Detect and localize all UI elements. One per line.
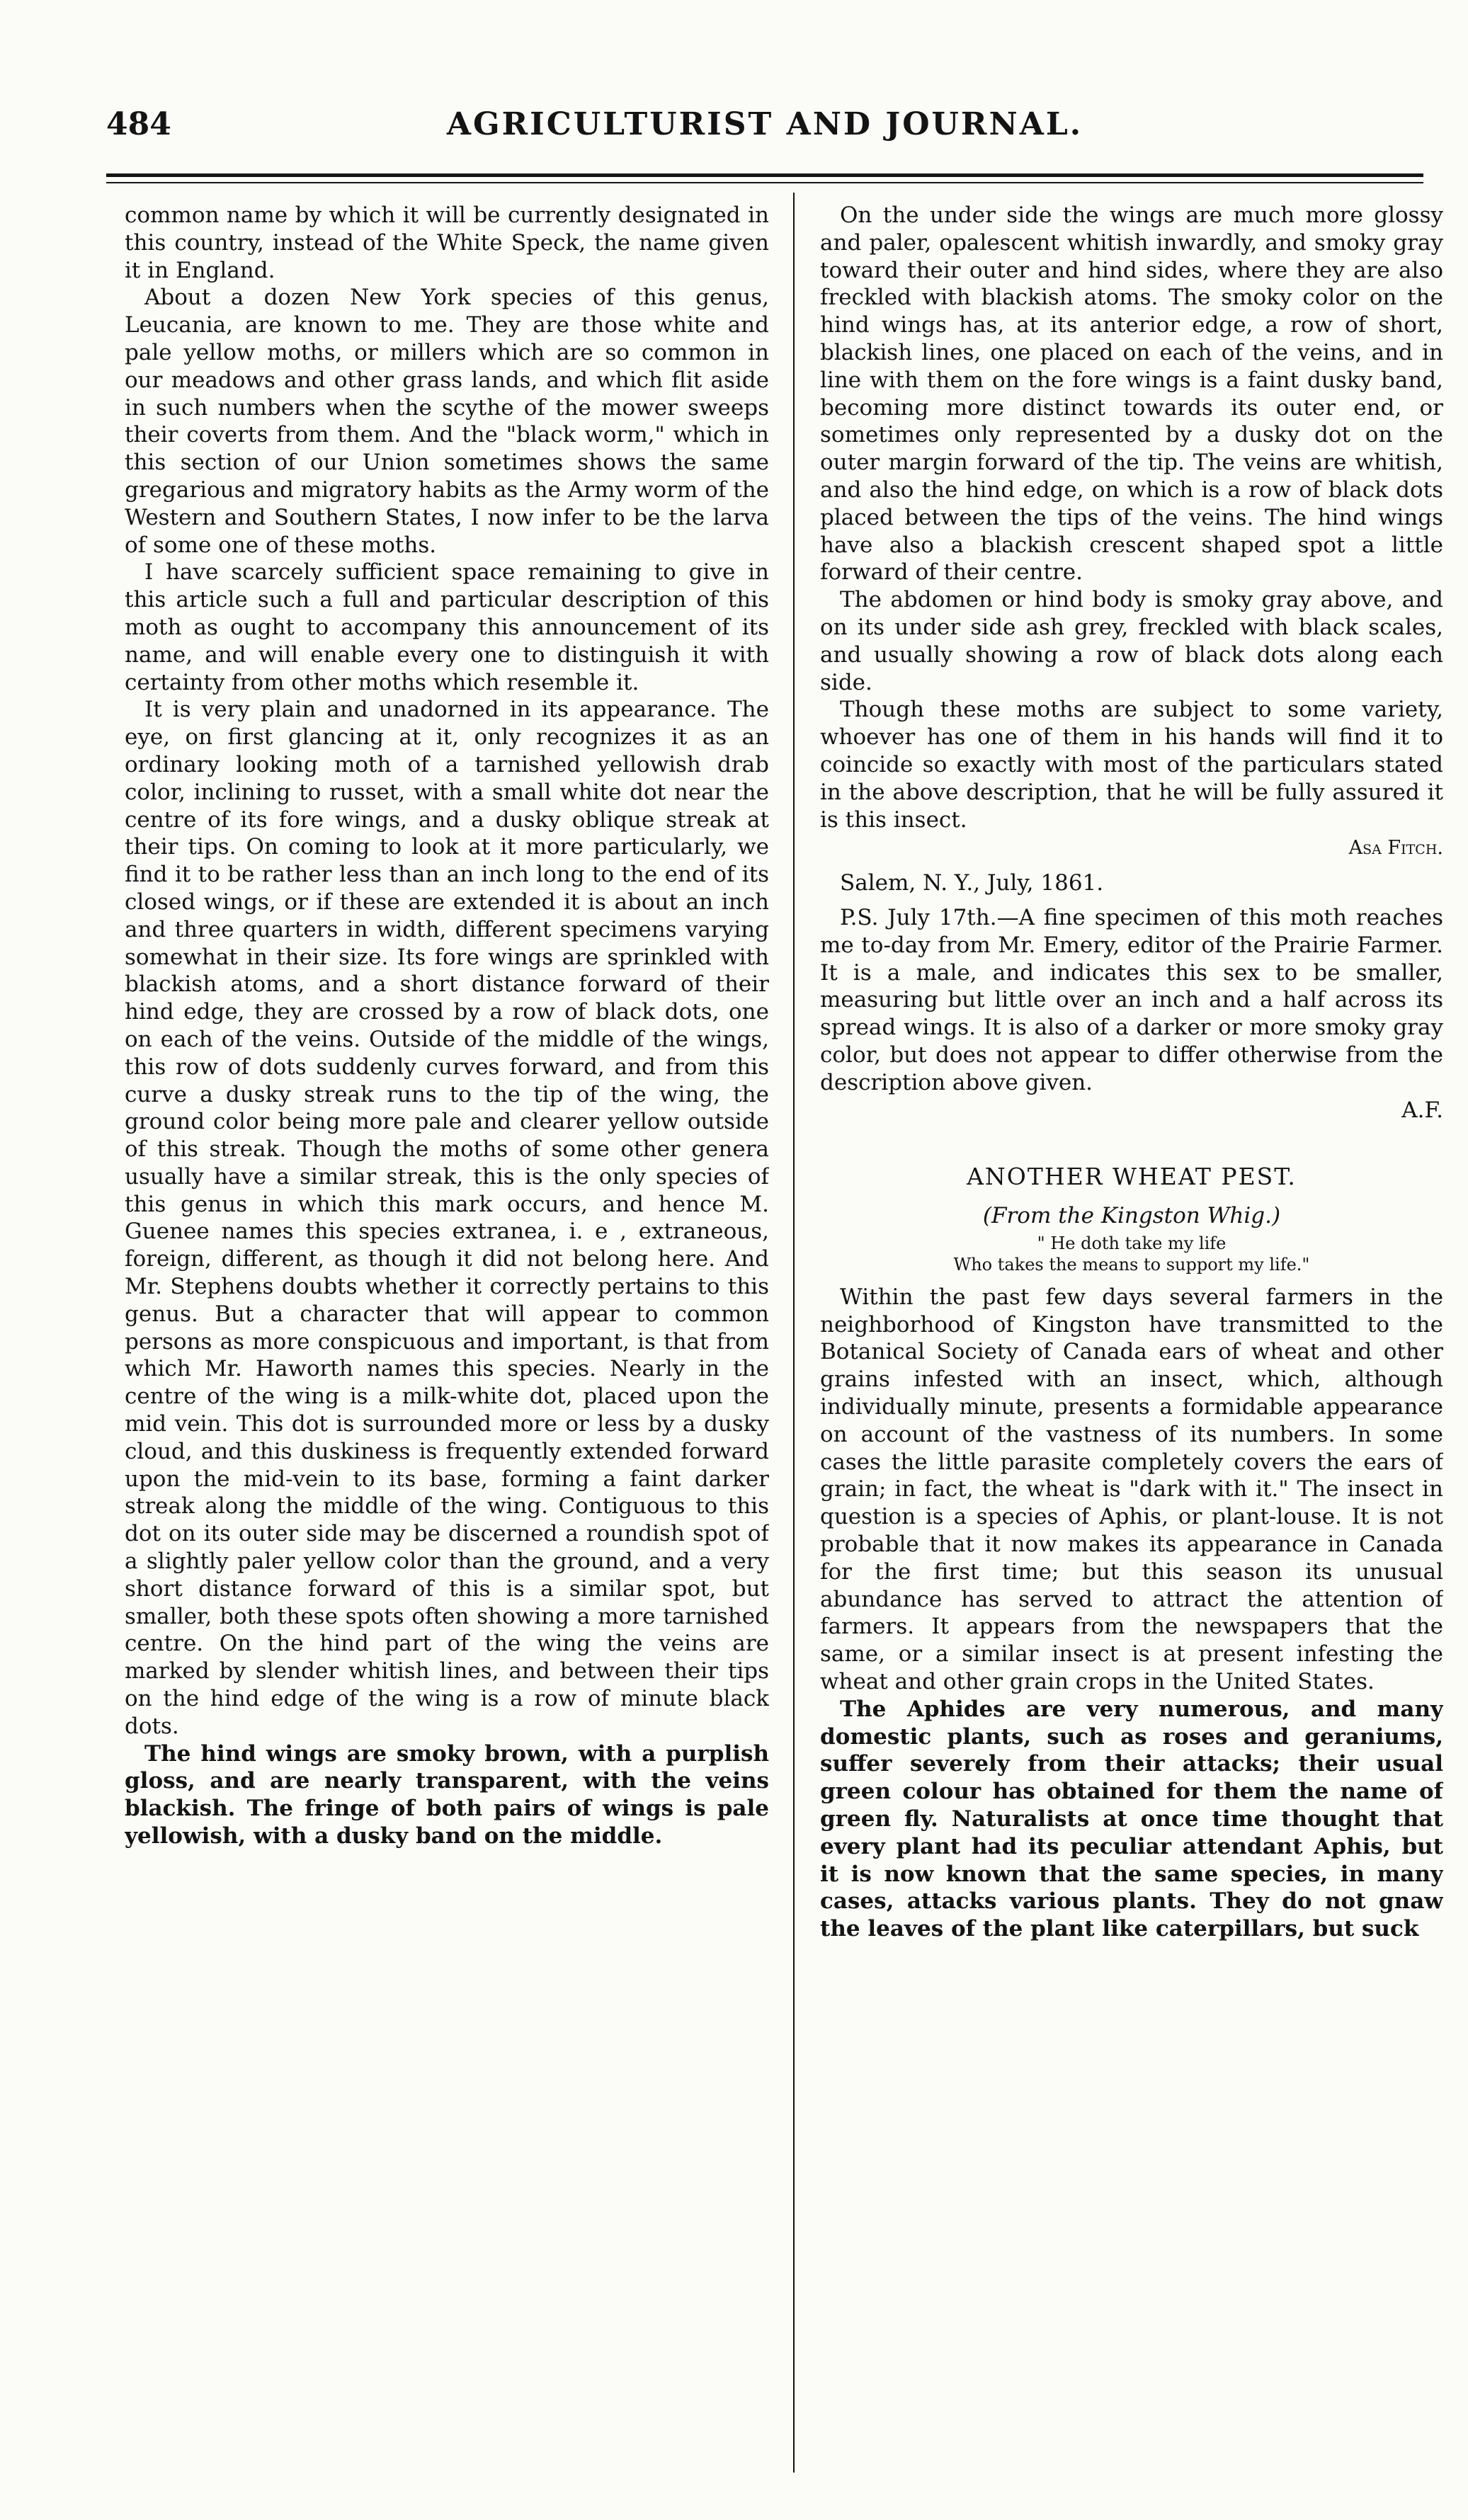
author-signature: Asa Fitch. (1348, 837, 1443, 860)
postscript: P.S. July 17th.—A fine specimen of this moth reaches me to-day from Mr. Emery, editor of the Prairie Farmer. It is a male, and indicates this sex to be smaller, measuring but little over an inch and a half across its spread wings. It is also of a darker or more smoky gray color, but does not appear to differ otherwise from the description above given. (820, 904, 1443, 1095)
column-divider (793, 193, 795, 2473)
paragraph: I have scarcely sufficient space remaining to give in this article such a full and particular description of this moth as ought to accompany this announcement of its name, and will enable every one to distinguish it with certainty from other moths which resemble it. (125, 559, 769, 695)
epigraph-line: Who takes the means to support my life." (953, 1254, 1310, 1275)
paragraph: Though these moths are subject to some variety, whoever has one of them in his hands will find it to coincide so exactly with most of the particulars stated in the above description, that he will be fully assured it is this insect. (820, 697, 1443, 833)
header-rule-thin (106, 182, 1423, 183)
paragraph: The abdomen or hind body is smoky gray above, and on its under side ash grey, freckled with black scales, and usually showing a row of black dots along each side. (820, 587, 1443, 695)
paragraph: About a dozen New York species of this genus, Leucania, are known to me. They are those white and pale yellow moths, or millers which are so common in our meadows and other grass lands, and which flit aside in such numbers when the scythe of the mower sweeps their coverts from them. And the "black worm," which in this section of our Union sometimes shows the same gregarious and migratory habits as the Army worm of the Western and Southern States, I now infer to be the larva of some one of these moths. (125, 285, 769, 558)
paragraph: common name by which it will be currently designated in this country, instead of the White Speck, the name given it in England. (125, 203, 769, 283)
article-source: (From the Kingston Whig.) (982, 1203, 1281, 1229)
epigraph-line: " He doth take my life (1037, 1233, 1227, 1253)
postscript-signature: A.F. (1401, 1097, 1443, 1123)
right-column (820, 202, 1443, 2453)
paragraph: The hind wings are smoky brown, with a purplish gloss, and are nearly transparent, with the veins blackish. The fringe of both pairs of wings is pale yellowish, with a dusky band on the middle. (125, 1740, 769, 1849)
left-column (125, 202, 769, 2453)
running-title: AGRICULTURIST AND JOURNAL. (446, 106, 1083, 142)
paragraph: It is very plain and unadorned in its appearance. The eye, on first glancing at it, only recognizes it as an ordinary looking moth of a tarnished yellowish drab color, inclining to russet, with a small white dot near the centre of its fore wings, and a dusky oblique streak at their tips. On coming to look at it more particularly, we find it to be rather less than an inch long to the end of its closed wings, or if these are extended it is about an inch and three quarters in width, different specimens varying somewhat in their size. Its fore wings are sprinkled with blackish atoms, and a short distance forward of their hind edge, they are crossed by a row of black dots, one on each of the veins. Outside of the middle of the wings, this row of dots suddenly curves forward, and from this curve a dusky streak runs to the tip of the wing, the ground color being more pale and clearer yellow outside of this streak. Though the moths of some other genera usually have a similar streak, this is the only species of this genus in which this mark occurs, and hence M. Guenee names this species extranea, i. e , extraneous, foreign, different, as though it did not belong here. And Mr. Stephens doubts whether it correctly pertains to this genus. But a character that will appear to common persons as more conspicuous and important, is that from which Mr. Haworth names this species. Nearly in the centre of the wing is a milk-white dot, placed upon the mid vein. This dot is surrounded more or less by a dusky cloud, and this duskiness is frequently extended forward upon the mid-vein to its base, forming a faint darker streak along the middle of the wing. Contiguous to this dot on its outer side may be discerned a roundish spot of a slightly paler yellow color than the ground, and a very short distance forward of this is a similar spot, but smaller, both these spots often showing a more tarnished centre. On the hind part of the wing the veins are marked by slender whitish lines, and between their tips on the hind edge of the wing is a row of minute black dots. (125, 697, 769, 1739)
paragraph: Within the past few days several farmers in the neighborhood of Kingston have transmitted to the Botanical Society of Canada ears of wheat and other grains infested with an insect, which, although individually minute, presents a formidable appearance on account of the vastness of its numbers. In some cases the little parasite completely covers the ears of grain; in fact, the wheat is "dark with it." The insect in question is a species of Aphis, or plant-louse. It is not probable that it now makes its appearance in Canada for the first time; but this season its unusual abundance has served to attract the attention of farmers. It appears from the newspapers that the same, or a similar insect is at present infesting the wheat and other grain crops in the United States. (820, 1284, 1443, 1695)
page-number: 484 (106, 106, 171, 142)
dateline: Salem, N. Y., July, 1861. (840, 870, 1104, 896)
paragraph: On the under side the wings are much more glossy and paler, opalescent whitish inwardly, and smoky gray toward their outer and hind sides, where they are also freckled with blackish atoms. The smoky color on the hind wings has, at its anterior edge, a row of short, blackish lines, one placed on each of the veins, and in line with them on the fore wings is a faint dusky band, becoming more distinct towards its outer end, or sometimes only represented by a dusky dot on the outer margin forward of the tip. The veins are whitish, and also the hind edge, on which is a row of black dots placed between the tips of the veins. The hind wings have also a blackish crescent shaped spot a little forward of their centre. (820, 203, 1443, 586)
article-title: ANOTHER WHEAT PEST. (967, 1163, 1297, 1191)
header-rule-thick (106, 173, 1423, 177)
epigraph (820, 1233, 1443, 1275)
page-header (106, 106, 1423, 156)
paragraph: The Aphides are very numerous, and many domestic plants, such as roses and geraniums, suffer severely from their attacks; their usual green colour has obtained for them the name of green fly. Naturalists at once time thought that every plant had its peculiar attendant Aphis, but it is now known that the same species, in many cases, attacks various plants. They do not gnaw the leaves of the plant like caterpillars, but suck (820, 1696, 1443, 1942)
